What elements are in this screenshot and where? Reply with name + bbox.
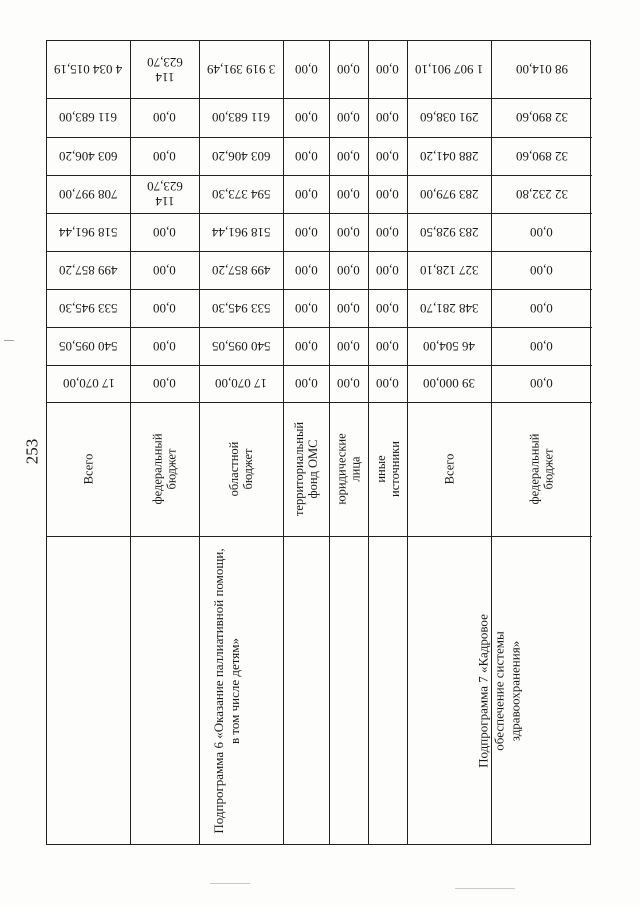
- value-text: 0,00: [376, 186, 399, 202]
- value-text: 0,00: [294, 110, 318, 125]
- value-text: 39 000,00: [423, 376, 475, 391]
- value-text: 0,00: [153, 262, 176, 278]
- scan-mark: [455, 888, 515, 889]
- value-cell: [283, 137, 329, 175]
- value-text: 499 857,20: [211, 262, 271, 278]
- value-cell: [199, 213, 283, 251]
- value-text: 0,00: [530, 338, 553, 354]
- header-legal: юридические лица: [334, 433, 363, 505]
- header-regional: областной бюджет: [227, 441, 255, 497]
- value-text: 0,00: [153, 376, 176, 391]
- value-cell: [199, 175, 283, 213]
- value-cell: [130, 213, 199, 251]
- value-cell: [199, 137, 283, 175]
- value-cell: [199, 98, 283, 137]
- value-cell: [47, 213, 130, 251]
- value-cell: [407, 137, 491, 175]
- value-text: 114 623,70: [146, 54, 183, 85]
- value-cell: [130, 327, 199, 365]
- value-text: 0,00: [337, 262, 360, 278]
- value-cell: [491, 365, 592, 402]
- value-text: 0,00: [376, 62, 399, 77]
- value-cell: [407, 41, 491, 98]
- value-cell: [368, 365, 407, 402]
- value-cell: [283, 175, 329, 213]
- value-text: 17 070,00: [215, 376, 267, 391]
- value-text: 0,00: [153, 110, 176, 125]
- value-cell: [491, 251, 592, 289]
- value-cell: [329, 289, 368, 327]
- value-cell: [130, 289, 199, 327]
- value-cell: [491, 41, 592, 98]
- value-cell: [199, 289, 283, 327]
- value-cell: [130, 175, 199, 213]
- value-cell: [329, 251, 368, 289]
- value-cell: [368, 175, 407, 213]
- header-total-p7: Всего: [442, 453, 456, 485]
- value-text: 708 997,00: [59, 186, 118, 202]
- value-text: 0,00: [294, 186, 318, 202]
- value-cell: [329, 137, 368, 175]
- value-text: 0,00: [530, 262, 553, 278]
- value-text: 46 504,00: [423, 338, 475, 354]
- value-text: 32 890,60: [515, 110, 568, 125]
- value-cell: [491, 327, 592, 365]
- value-cell: [130, 41, 199, 98]
- value-text: 348 281,70: [419, 300, 479, 316]
- value-text: 283 979,00: [419, 186, 479, 202]
- value-text: 3 919 391,49: [206, 62, 276, 77]
- value-text: 98 014,00: [515, 62, 568, 77]
- value-cell: [329, 327, 368, 365]
- value-cell: [283, 98, 329, 137]
- value-cell: [199, 327, 283, 365]
- value-text: 17 070,00: [62, 376, 115, 391]
- value-text: 283 928,50: [419, 224, 479, 240]
- value-text: 0,00: [376, 300, 399, 316]
- value-text: 0,00: [294, 300, 318, 316]
- value-text: 0,00: [376, 338, 399, 354]
- value-cell: [47, 137, 130, 175]
- value-text: 0,00: [294, 224, 318, 240]
- value-cell: [491, 289, 592, 327]
- value-cell: [407, 327, 491, 365]
- value-text: 32 890,60: [515, 148, 568, 164]
- header-total: Всего: [81, 453, 96, 485]
- value-text: 518 961,44: [59, 224, 118, 240]
- value-cell: [329, 41, 368, 98]
- value-text: 0,00: [294, 376, 318, 391]
- value-cell: [47, 251, 130, 289]
- value-text: 0,00: [337, 186, 360, 202]
- subprogram-6-title: Подпрограмма 6 «Оказание паллиативной помощи, в том числе детям»: [211, 548, 242, 834]
- subprogram-7-title: Подпрограмма 7 «Кадровое обеспечение системы здравоохранения»: [475, 614, 523, 768]
- value-text: 0,00: [153, 148, 176, 164]
- header-federal-p7: федеральный бюджет: [527, 433, 556, 505]
- value-cell: [130, 137, 199, 175]
- value-cell: [491, 137, 592, 175]
- value-cell: [491, 98, 592, 137]
- value-cell: [407, 98, 491, 137]
- value-cell: [47, 327, 130, 365]
- value-text: 0,00: [376, 148, 399, 164]
- value-text: 0,00: [376, 110, 399, 125]
- value-cell: [329, 365, 368, 402]
- value-text: 533 945,30: [59, 300, 118, 316]
- value-text: 0,00: [337, 338, 360, 354]
- value-cell: [47, 175, 130, 213]
- value-text: 0,00: [153, 338, 176, 354]
- value-cell: [283, 289, 329, 327]
- value-text: 0,00: [530, 376, 553, 391]
- value-cell: [407, 251, 491, 289]
- value-text: 0,00: [530, 224, 553, 240]
- header-other: иные источники: [373, 441, 402, 497]
- value-cell: [407, 213, 491, 251]
- value-text: 288 041,20: [419, 148, 479, 164]
- value-cell: [130, 365, 199, 402]
- value-text: 518 961,44: [211, 224, 271, 240]
- value-cell: [283, 41, 329, 98]
- header-federal: федеральный бюджет: [150, 433, 179, 505]
- value-cell: [130, 98, 199, 137]
- value-text: 603 406,20: [211, 148, 271, 164]
- value-cell: [368, 327, 407, 365]
- value-cell: [199, 41, 283, 98]
- value-text: 0,00: [376, 262, 399, 278]
- page-number: 253: [22, 438, 42, 465]
- value-text: 611 683,00: [59, 110, 118, 125]
- value-text: 1 907 901,10: [414, 62, 484, 77]
- value-text: 0,00: [337, 376, 360, 391]
- value-cell: [368, 213, 407, 251]
- value-cell: [283, 365, 329, 402]
- value-cell: [329, 98, 368, 137]
- value-text: 611 683,00: [211, 110, 271, 125]
- value-text: 594 373,30: [211, 186, 271, 202]
- value-text: 0,00: [337, 224, 360, 240]
- value-cell: [329, 213, 368, 251]
- value-cell: [199, 365, 283, 402]
- value-cell: [407, 289, 491, 327]
- value-cell: [407, 365, 491, 402]
- value-cell: [407, 175, 491, 213]
- value-text: 0,00: [337, 110, 360, 125]
- value-cell: [491, 213, 592, 251]
- value-cell: [283, 327, 329, 365]
- value-cell: [368, 289, 407, 327]
- value-text: 533 945,30: [211, 300, 271, 316]
- scan-mark: [4, 340, 14, 341]
- value-text: 291 038,60: [419, 110, 479, 125]
- value-text: 327 128,10: [419, 262, 479, 278]
- value-cell: [368, 137, 407, 175]
- value-text: 540 095,05: [59, 338, 118, 354]
- value-text: 0,00: [337, 300, 360, 316]
- value-text: 499 857,20: [59, 262, 118, 278]
- scan-mark: [210, 883, 250, 884]
- value-cell: [368, 251, 407, 289]
- budget-table: [46, 40, 591, 845]
- value-cell: [368, 41, 407, 98]
- value-cell: [283, 213, 329, 251]
- value-text: 603 406,20: [59, 148, 118, 164]
- value-text: 0,00: [376, 376, 399, 391]
- value-cell: [199, 251, 283, 289]
- value-cell: [368, 98, 407, 137]
- value-text: 0,00: [294, 262, 318, 278]
- value-text: 32 232,80: [515, 186, 568, 202]
- value-text: 0,00: [153, 224, 176, 240]
- value-text: 0,00: [337, 62, 360, 77]
- value-text: 0,00: [294, 338, 318, 354]
- value-text: 0,00: [153, 300, 176, 316]
- header-oms: территориальный фонд ОМС: [292, 421, 320, 517]
- value-cell: [47, 41, 130, 98]
- value-text: 540 095,05: [211, 338, 271, 354]
- value-text: 114 623,70: [146, 179, 183, 209]
- value-cell: [47, 289, 130, 327]
- value-text: 0,00: [337, 148, 360, 164]
- value-cell: [491, 175, 592, 213]
- value-text: 0,00: [376, 224, 399, 240]
- value-text: 4 034 015,19: [54, 62, 123, 77]
- value-cell: [47, 365, 130, 402]
- value-text: 0,00: [294, 148, 318, 164]
- value-text: 0,00: [294, 62, 318, 77]
- value-cell: [329, 175, 368, 213]
- value-text: 0,00: [530, 300, 553, 316]
- value-cell: [283, 251, 329, 289]
- value-cell: [130, 251, 199, 289]
- value-cell: [47, 98, 130, 137]
